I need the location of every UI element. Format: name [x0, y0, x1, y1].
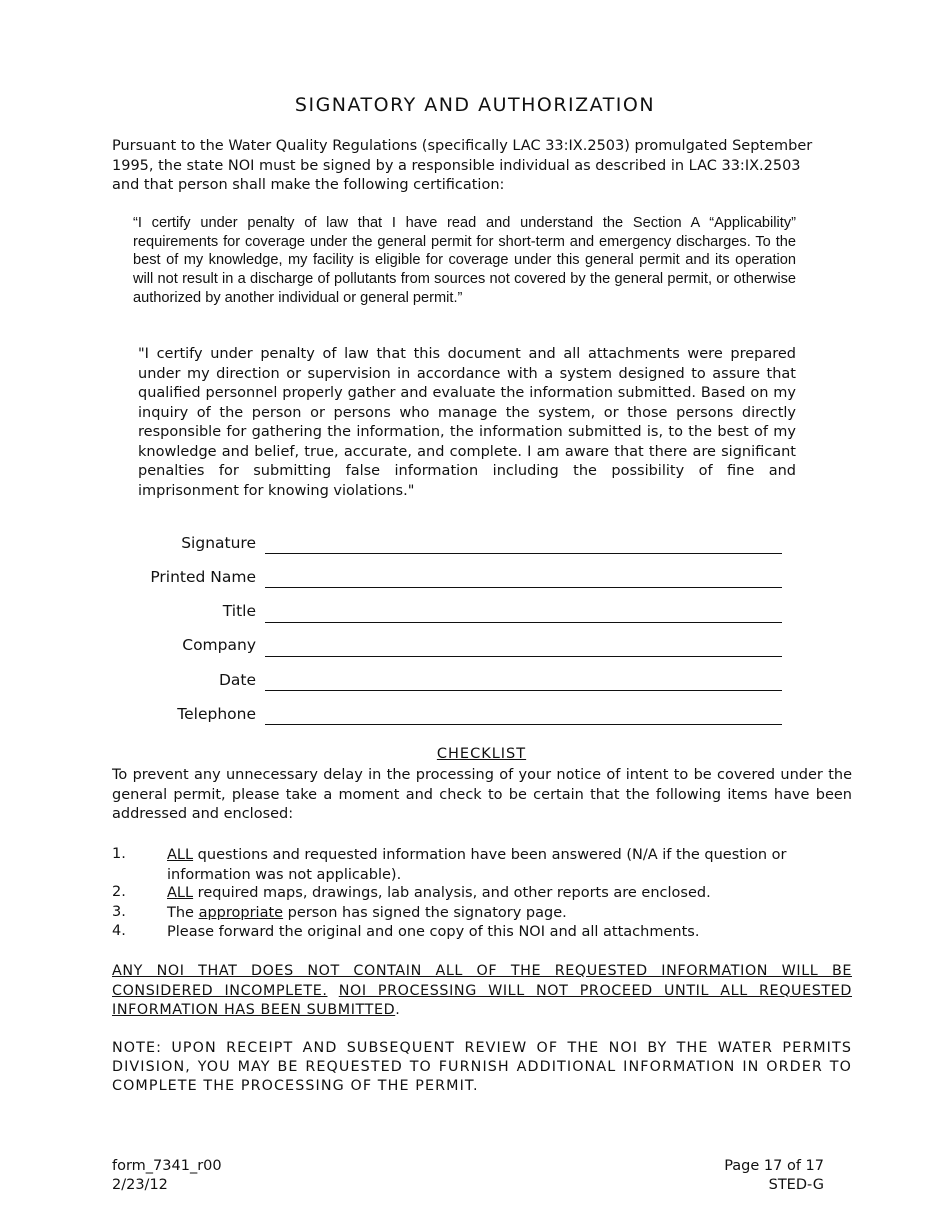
footer-left	[112, 1157, 222, 1195]
intro-paragraph: Pursuant to the Water Quality Regulations (specifically LAC 33:IX.2503) promulgated September 1995, the state NOI must be signed by a responsible individual as described in LAC 33:IX.2503 and that person shall make the following certification:	[112, 138, 813, 193]
title-field[interactable]	[265, 622, 782, 623]
checklist-item: ALL questions and requested information have been answered (N/A if the question or information was not applicable).	[167, 847, 787, 883]
company-label: Company	[182, 636, 256, 654]
review-note: NOTE: UPON RECEIPT AND SUBSEQUENT REVIEW OF THE NOI BY THE WATER PERMITS DIVISION, YOU MAY BE REQUESTED TO FURNISH ADDITIONAL INFORMATION IN ORDER TO COMPLETE THE PROCESSING OF THE PERMIT.	[112, 1040, 852, 1094]
telephone-field[interactable]	[265, 724, 782, 725]
form-code: STED-G	[768, 1177, 824, 1193]
form-id: form_7341_r00	[112, 1158, 222, 1174]
checklist-item: ALL required maps, drawings, lab analysis, and other reports are enclosed.	[167, 885, 711, 901]
checklist-item: The appropriate person has signed the signatory page.	[167, 905, 567, 921]
printed-name-label: Printed Name	[150, 568, 256, 586]
date-label: Date	[218, 671, 256, 689]
signature-label: Signature	[181, 534, 256, 552]
checklist-item: Please forward the original and one copy of this NOI and all attachments.	[167, 924, 700, 940]
page-title: SIGNATORY AND AUTHORIZATION	[294, 94, 656, 116]
page-number: Page 17 of 17	[724, 1158, 824, 1174]
title-label: Title	[222, 602, 256, 620]
checklist-intro: To prevent any unnecessary delay in the processing of your notice of intent to be covered under the general permit, please take a moment and check to be certain that the following items have been addressed and enclosed:	[112, 767, 852, 822]
incomplete-warning: ANY NOI THAT DOES NOT CONTAIN ALL OF THE REQUESTED INFORMATION WILL BE CONSIDERED INCOMPLETE. NOI PROCESSING WILL NOT PROCEED UNTIL ALL REQUESTED INFORMATION HAS BEEN SUBMITTED.	[112, 963, 852, 1018]
certification-document: "I certify under penalty of law that this document and all attachments were prepared under my direction or supervision in accordance with a system designed to assure that qualified personnel properly gather and evaluate the information submitted. Based on my inquiry of the person or persons who manage the system, or those persons directly responsible for gathering the information, the information submitted is, to the best of my knowledge and belief, true, accurate, and complete. I am aware that there are significant penalties for submitting false information including the possibility of fine and imprisonment for knowing violations."	[138, 346, 796, 499]
checklist-item-number: 2.	[112, 884, 126, 900]
company-field[interactable]	[265, 656, 782, 657]
date-field[interactable]	[265, 690, 782, 691]
checklist-item-number: 4.	[112, 923, 126, 939]
checklist-item-number: 1.	[112, 846, 126, 862]
certification-applicability: “I certify under penalty of law that I have read and understand the Section A “Applicability” requirements for coverage under the general permit for short-term and emergency discharges. To the best of my knowledge, my facility is eligible for coverage under this general permit and its operation will not result in a discharge of pollutants from sources not covered by the general permit, or otherwise authorized by another individual or general permit.”	[133, 215, 796, 306]
printed-name-field[interactable]	[265, 587, 782, 588]
checklist-heading: CHECKLIST	[436, 746, 527, 762]
form-date: 2/23/12	[112, 1177, 168, 1193]
checklist-item-number: 3.	[112, 904, 126, 920]
signature-field[interactable]	[265, 553, 782, 554]
footer-right	[600, 1157, 824, 1195]
telephone-label: Telephone	[177, 705, 256, 723]
